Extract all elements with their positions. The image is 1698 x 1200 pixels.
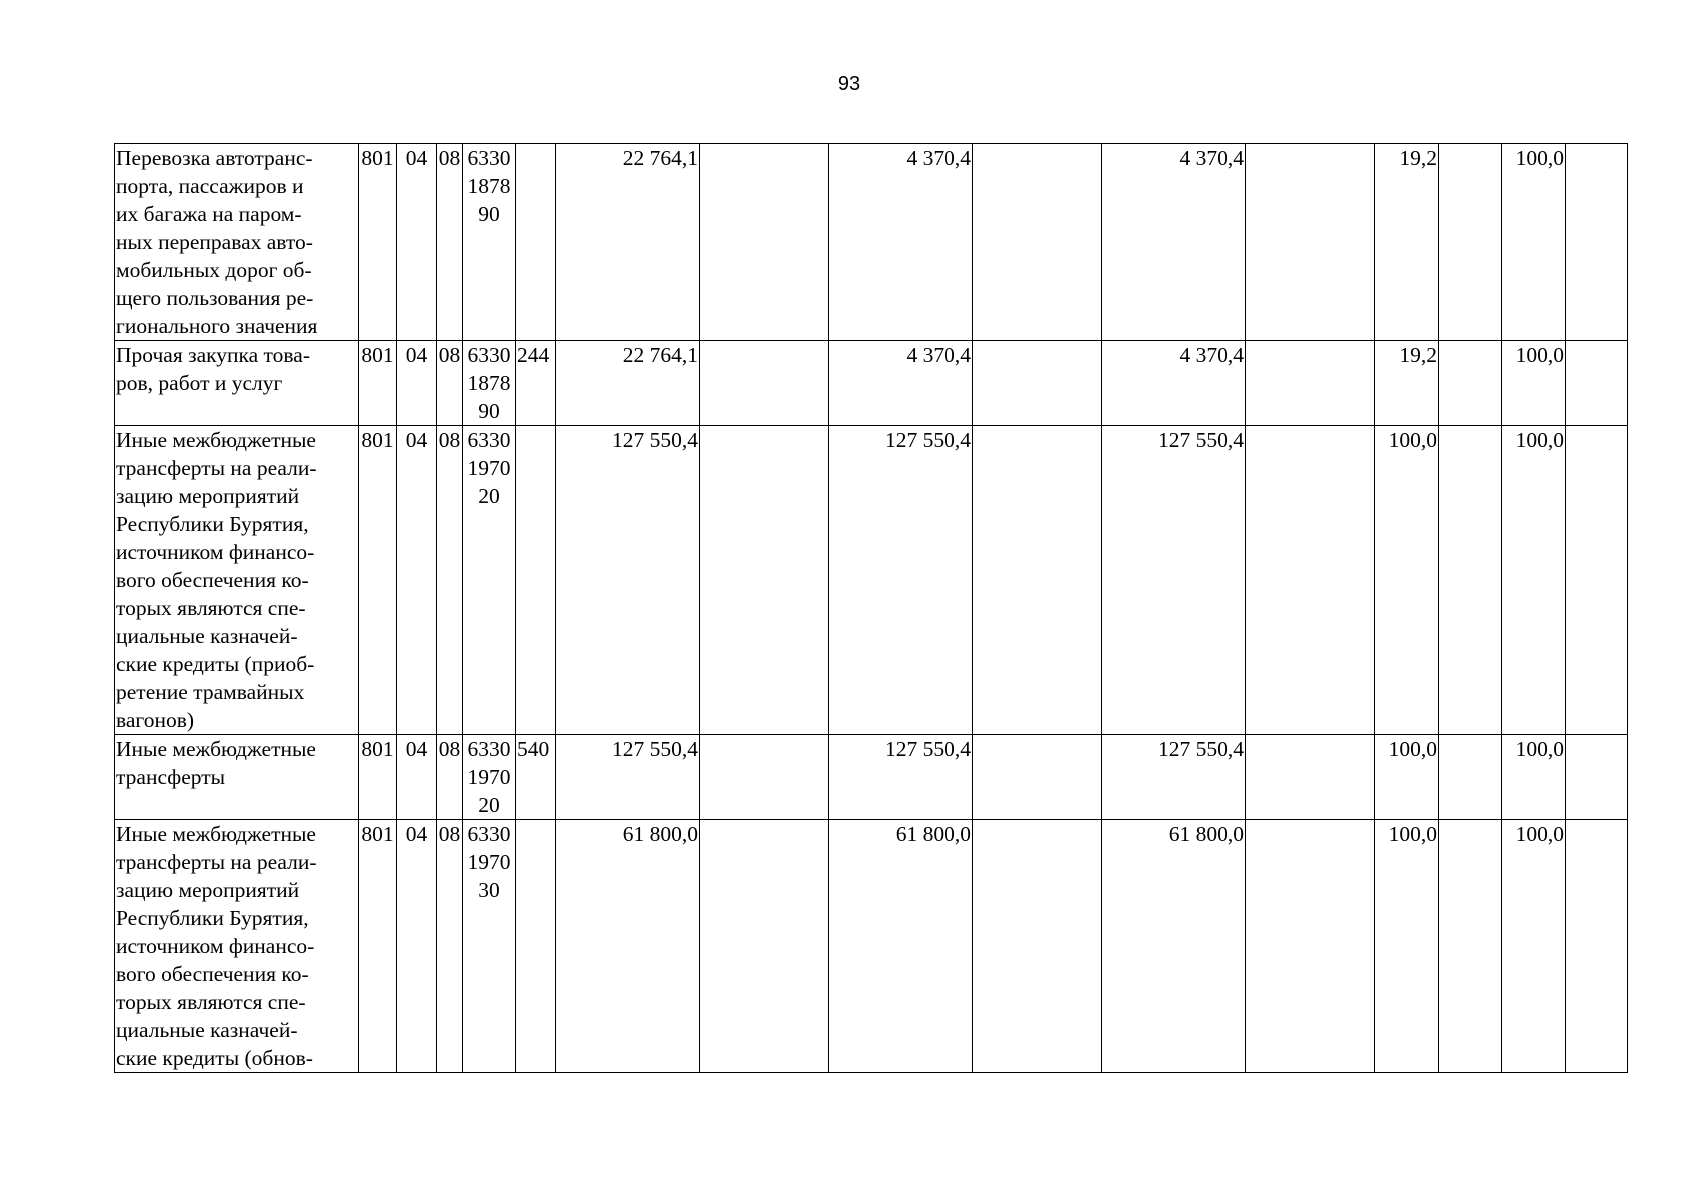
empty-cell (973, 820, 1102, 1073)
percent-1: 100,0 (1375, 820, 1439, 1073)
percent-1: 100,0 (1375, 426, 1439, 735)
empty-cell (1439, 735, 1502, 820)
table-row (115, 820, 1628, 1073)
value-1: 127 550,4 (556, 735, 700, 820)
empty-cell (1439, 341, 1502, 426)
percent-1: 100,0 (1375, 735, 1439, 820)
value-2: 4 370,4 (829, 144, 973, 341)
rz-code: 04 (397, 735, 437, 820)
table-row (115, 735, 1628, 820)
csr-code: 6330 1970 30 (463, 820, 516, 1073)
rz-code: 04 (397, 341, 437, 426)
percent-1: 19,2 (1375, 341, 1439, 426)
csr-code: 6330 1878 90 (463, 341, 516, 426)
percent-2: 100,0 (1502, 735, 1566, 820)
value-3: 4 370,4 (1102, 341, 1246, 426)
empty-cell (700, 426, 829, 735)
empty-cell (973, 426, 1102, 735)
empty-cell (1566, 144, 1628, 341)
table-row (115, 144, 1628, 341)
empty-cell (1246, 144, 1375, 341)
row-name: Перевозка автотранс- порта, пассажиров и их багажа на паром- ных переправах авто- мобильных дорог об- щего пользования ре- гионального значения (115, 144, 359, 341)
empty-cell (1246, 426, 1375, 735)
percent-1: 19,2 (1375, 144, 1439, 341)
value-3: 61 800,0 (1102, 820, 1246, 1073)
empty-cell (1439, 820, 1502, 1073)
row-name: Прочая закупка това- ров, работ и услуг (115, 341, 359, 426)
value-1: 127 550,4 (556, 426, 700, 735)
vr-code (516, 426, 556, 735)
value-3: 127 550,4 (1102, 735, 1246, 820)
percent-2: 100,0 (1502, 341, 1566, 426)
empty-cell (700, 144, 829, 341)
grbs-code: 801 (359, 735, 397, 820)
table-row (115, 426, 1628, 735)
empty-cell (700, 341, 829, 426)
value-1: 22 764,1 (556, 144, 700, 341)
value-2: 127 550,4 (829, 735, 973, 820)
value-2: 4 370,4 (829, 341, 973, 426)
empty-cell (1566, 341, 1628, 426)
empty-cell (700, 820, 829, 1073)
budget-table (114, 143, 1628, 1073)
empty-cell (1566, 735, 1628, 820)
table-row (115, 341, 1628, 426)
csr-code: 6330 1970 20 (463, 735, 516, 820)
value-3: 4 370,4 (1102, 144, 1246, 341)
csr-code: 6330 1878 90 (463, 144, 516, 341)
rz-code: 04 (397, 144, 437, 341)
empty-cell (1566, 426, 1628, 735)
percent-2: 100,0 (1502, 820, 1566, 1073)
empty-cell (1439, 426, 1502, 735)
page-number: 93 (837, 73, 861, 95)
empty-cell (1246, 735, 1375, 820)
empty-cell (700, 735, 829, 820)
pr-code: 08 (437, 144, 463, 341)
row-name: Иные межбюджетные трансферты (115, 735, 359, 820)
empty-cell (973, 735, 1102, 820)
value-1: 22 764,1 (556, 341, 700, 426)
value-2: 61 800,0 (829, 820, 973, 1073)
empty-cell (1246, 820, 1375, 1073)
empty-cell (1439, 144, 1502, 341)
vr-code: 540 (516, 735, 556, 820)
pr-code: 08 (437, 820, 463, 1073)
value-1: 61 800,0 (556, 820, 700, 1073)
grbs-code: 801 (359, 820, 397, 1073)
value-2: 127 550,4 (829, 426, 973, 735)
vr-code (516, 820, 556, 1073)
empty-cell (1246, 341, 1375, 426)
value-3: 127 550,4 (1102, 426, 1246, 735)
empty-cell (973, 144, 1102, 341)
vr-code (516, 144, 556, 341)
rz-code: 04 (397, 426, 437, 735)
grbs-code: 801 (359, 426, 397, 735)
empty-cell (973, 341, 1102, 426)
grbs-code: 801 (359, 341, 397, 426)
pr-code: 08 (437, 341, 463, 426)
percent-2: 100,0 (1502, 144, 1566, 341)
empty-cell (1566, 820, 1628, 1073)
row-name: Иные межбюджетные трансферты на реали- зацию мероприятий Республики Бурятия, источником финансо- вого обеспечения ко- торых являются спе- циальные казначей- ские кредиты (приоб- ретение трамвайных вагонов) (115, 426, 359, 735)
grbs-code: 801 (359, 144, 397, 341)
pr-code: 08 (437, 426, 463, 735)
csr-code: 6330 1970 20 (463, 426, 516, 735)
pr-code: 08 (437, 735, 463, 820)
row-name: Иные межбюджетные трансферты на реали- зацию мероприятий Республики Бурятия, источником финансо- вого обеспечения ко- торых являются спе- циальные казначей- ские кредиты (обнов- (115, 820, 359, 1073)
rz-code: 04 (397, 820, 437, 1073)
vr-code: 244 (516, 341, 556, 426)
percent-2: 100,0 (1502, 426, 1566, 735)
